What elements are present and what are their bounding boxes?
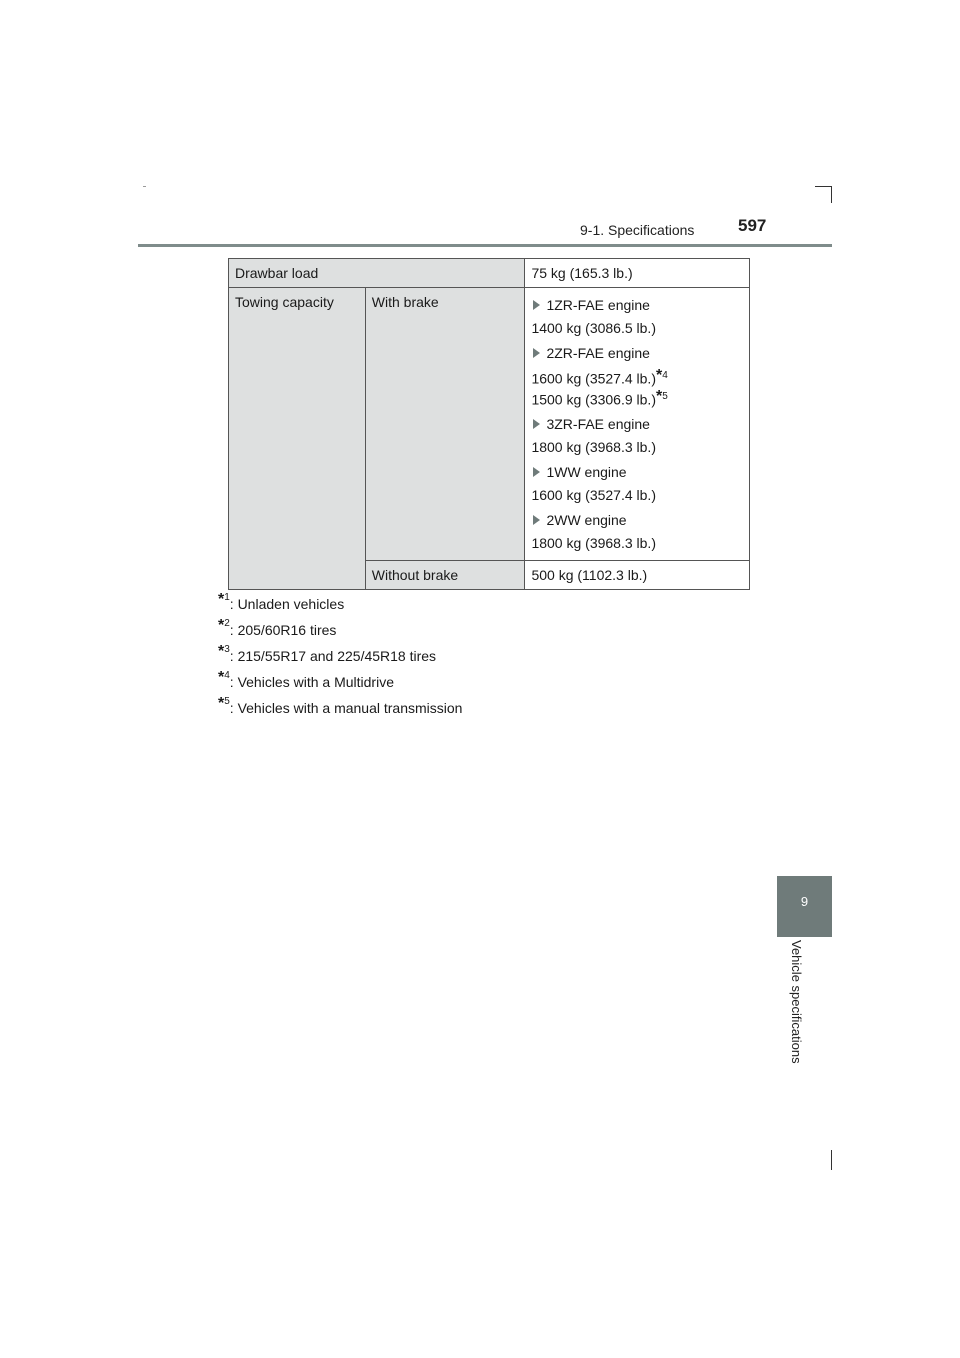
table-row	[229, 288, 750, 561]
footnote-number: 4	[224, 670, 230, 681]
chapter-number: 9	[800, 894, 809, 909]
footnote	[218, 592, 462, 618]
drawbar-value: 75 kg (165.3 lb.)	[525, 259, 750, 288]
footnote-number: 1	[224, 592, 230, 603]
chapter-tab[interactable]	[777, 876, 832, 937]
footnote-text: : 215/55R17 and 225/45R18 tires	[229, 648, 437, 664]
list-item	[531, 416, 743, 456]
footnote-text: : Unladen vehicles	[229, 596, 345, 612]
with-brake-values	[525, 288, 750, 561]
specification-table	[228, 258, 750, 590]
engine-value: 1400 kg (3086.5 lb.)	[531, 320, 656, 336]
list-item	[531, 464, 743, 504]
with-brake-label: With brake	[365, 288, 525, 561]
footnote-mark: *	[218, 643, 225, 660]
footnote-mark: *	[218, 591, 225, 608]
footnote-number: 5	[224, 696, 230, 707]
footnote	[218, 696, 462, 722]
engine-name: 1WW engine	[546, 464, 627, 481]
engine-name: 3ZR-FAE engine	[546, 416, 650, 433]
arrow-icon	[533, 419, 540, 429]
list-item	[531, 512, 743, 552]
arrow-icon	[533, 300, 540, 310]
footnotes	[218, 592, 462, 722]
footnote-number: 3	[224, 644, 230, 655]
table-row	[229, 259, 750, 288]
page-header	[580, 216, 775, 242]
drawbar-label: Drawbar load	[229, 259, 525, 288]
engine-name: 1ZR-FAE engine	[546, 297, 650, 313]
footnote-mark: *	[218, 669, 225, 686]
footnote	[218, 670, 462, 696]
list-item	[531, 345, 743, 408]
footnote	[218, 644, 462, 670]
chapter-label: Vehicle specifications	[789, 940, 804, 1064]
footnote-text: : Vehicles with a manual transmission	[229, 700, 463, 716]
page-number: 597	[738, 216, 767, 235]
footnote-mark: *	[655, 367, 663, 384]
arrow-icon	[533, 467, 540, 477]
footnote-ref: 4	[662, 370, 668, 381]
engine-name: 2WW engine	[546, 512, 627, 529]
arrow-icon	[533, 515, 540, 525]
towing-capacity-label: Towing capacity	[229, 288, 366, 590]
engine-value: 1800 kg (3968.3 lb.)	[531, 535, 656, 552]
footnote-text: : Vehicles with a Multidrive	[229, 674, 394, 690]
without-brake-label: Without brake	[365, 561, 525, 590]
footnote-mark: *	[218, 617, 225, 634]
crop-mark-top-right-vertical	[831, 186, 832, 203]
crop-mark-bottom-right	[831, 1150, 832, 1170]
crop-mark-top-right	[815, 186, 832, 187]
engine-value: 1600 kg (3527.4 lb.)	[531, 487, 656, 504]
footnote-ref: 5	[662, 390, 668, 402]
crop-mark-top-left	[143, 186, 146, 187]
engine-value: 1500 kg (3306.9 lb.)	[531, 391, 656, 408]
list-item	[531, 297, 743, 337]
engine-name: 2ZR-FAE engine	[546, 345, 650, 361]
footnote-text: : 205/60R16 tires	[229, 622, 337, 638]
footnote	[218, 618, 462, 644]
footnote-mark: *	[218, 695, 225, 712]
header-rule	[138, 244, 832, 247]
arrow-icon	[533, 348, 540, 358]
without-brake-value: 500 kg (1102.3 lb.)	[525, 561, 750, 590]
engine-value: 1800 kg (3968.3 lb.)	[531, 439, 656, 456]
footnote-mark: *	[655, 387, 663, 405]
section-title: 9-1. Specifications	[580, 222, 695, 238]
engine-value: 1600 kg (3527.4 lb.)	[531, 370, 656, 387]
footnote-number: 2	[224, 618, 230, 629]
